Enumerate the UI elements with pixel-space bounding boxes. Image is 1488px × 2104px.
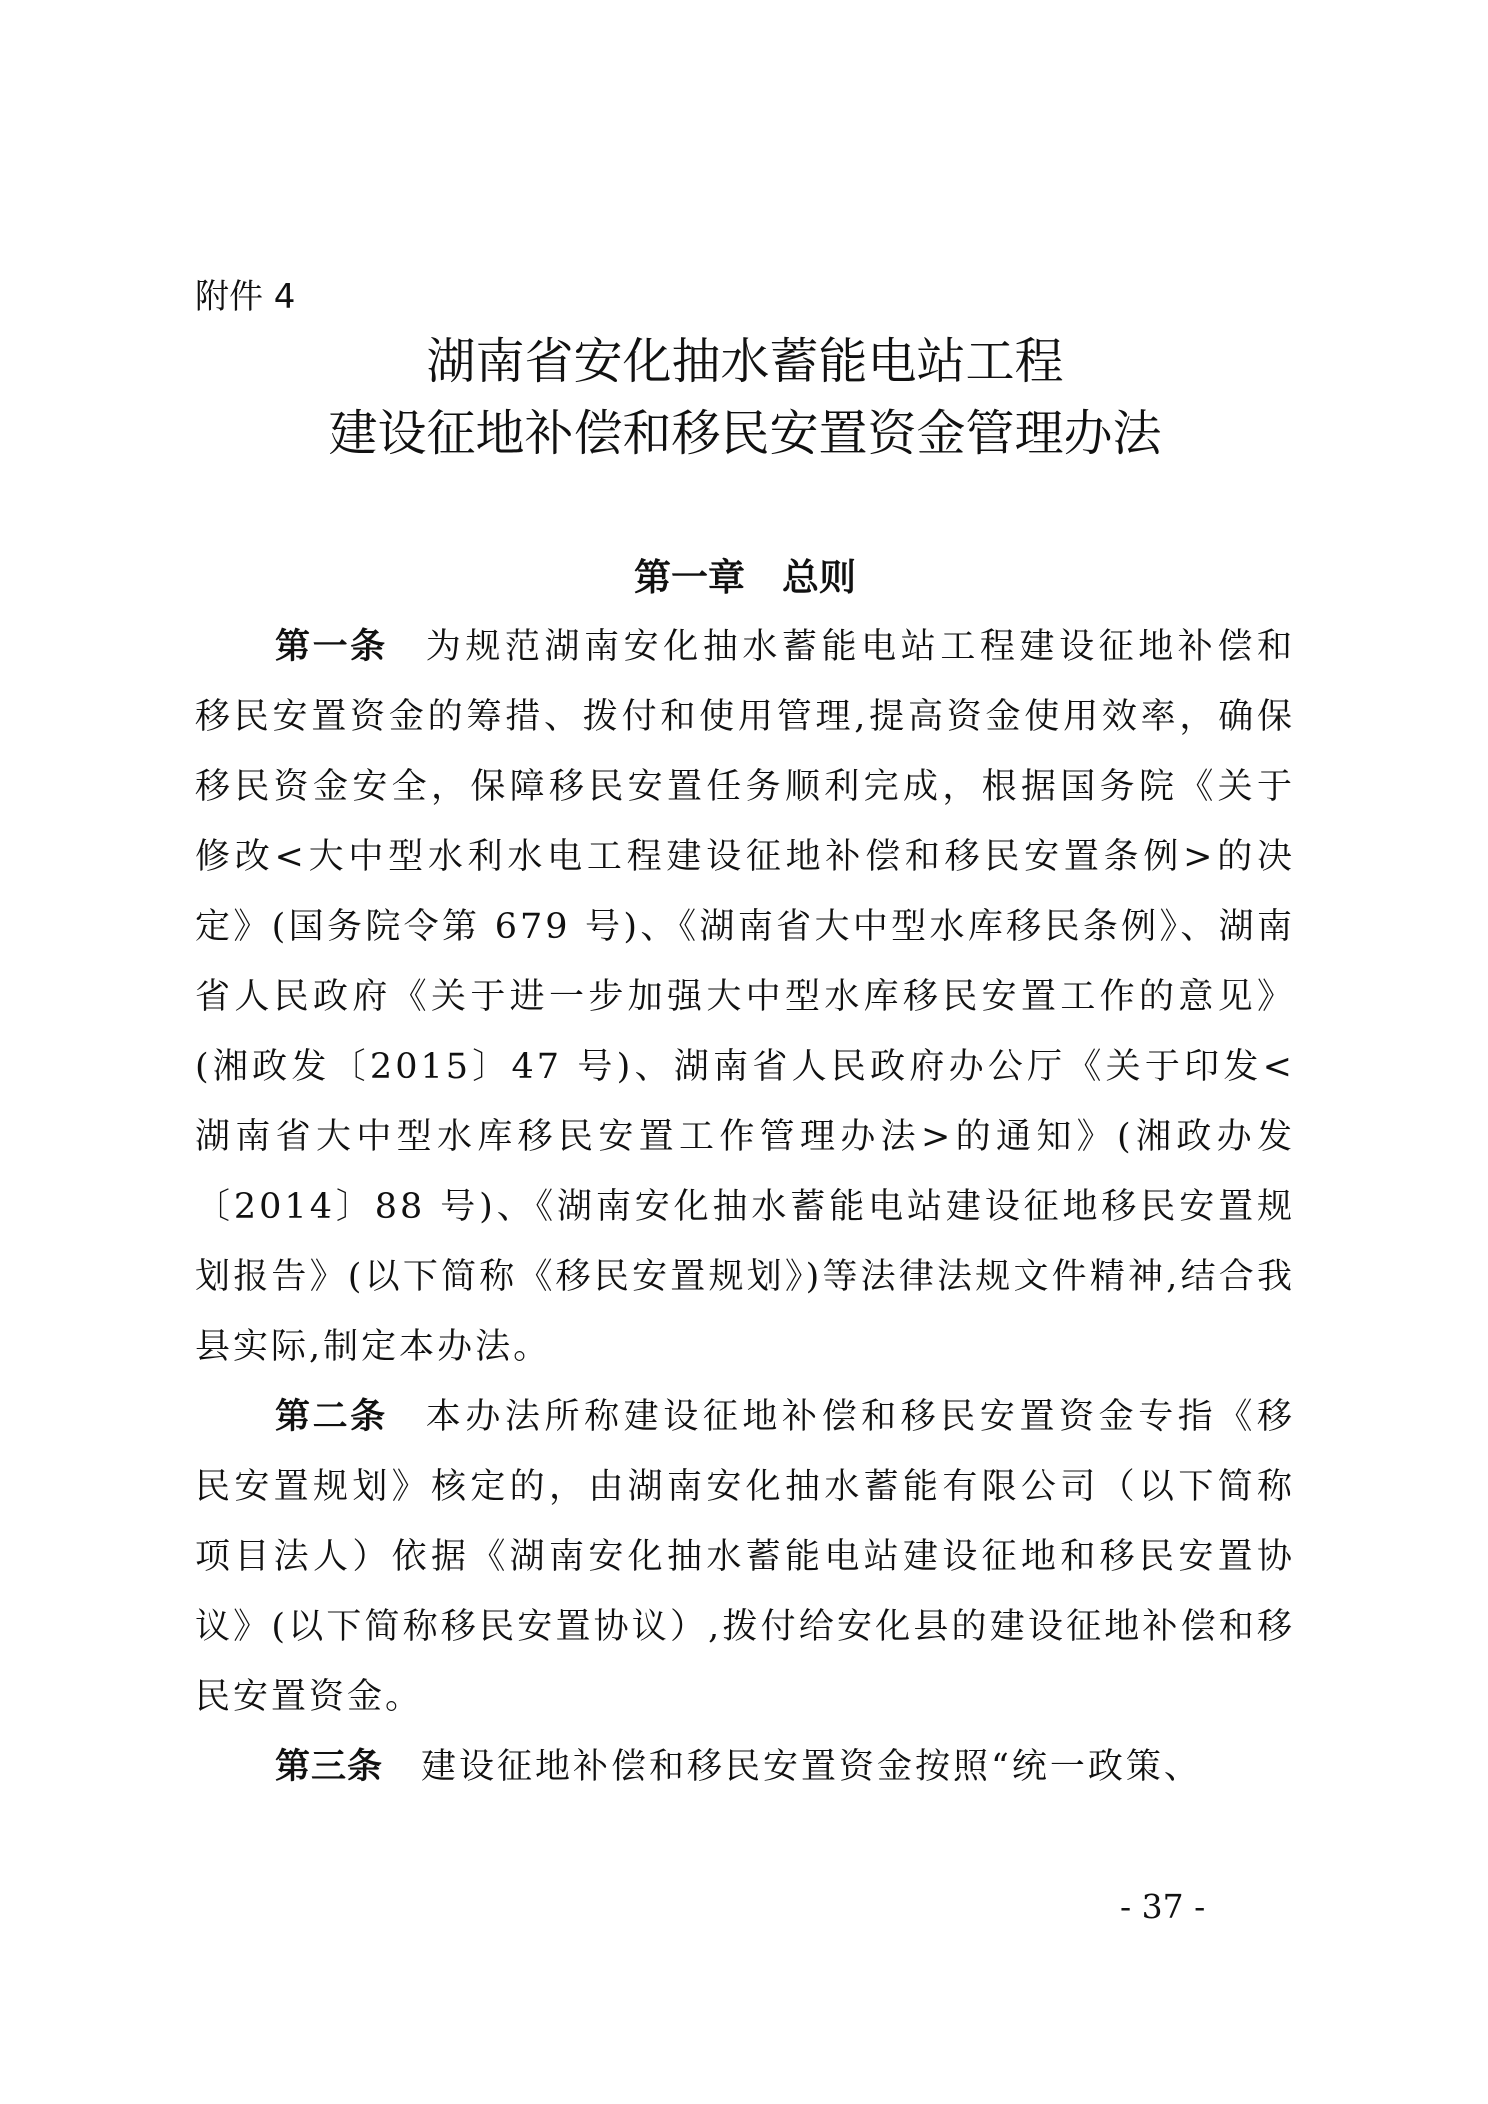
article-3-label: 第三条 xyxy=(275,1747,384,1787)
attachment-label: 附件 4 xyxy=(195,277,296,317)
article-2 xyxy=(195,1382,1295,1732)
document-body xyxy=(195,612,1295,1802)
document-title-line-1: 湖南省安化抽水蓄能电站工程 xyxy=(426,333,1064,390)
article-1-label: 第一条 xyxy=(275,627,388,667)
article-2-label: 第二条 xyxy=(275,1397,388,1437)
document-title-line-2: 建设征地补偿和移民安置资金管理办法 xyxy=(328,405,1162,462)
article-1 xyxy=(195,612,1295,1382)
chapter-heading: 第一章 总则 xyxy=(634,556,856,599)
article-3-text: 建设征地补偿和移民安置资金按照“统一政策、 xyxy=(421,1747,1202,1787)
page-number: - 37 - xyxy=(1120,1887,1206,1926)
article-1-text: 为规范湖南安化抽水蓄能电站工程建设征地补偿和移民安置资金的筹措、拨付和使用管理,提高资金使用效率，确保移民资金安全，保障移民安置任务顺利完成，根据国务院《关于修改<大中型水利水电工程建设征地补偿和移民安置条例>的决定》(国务院令第 679 号)、《湖南省大中型水库移民条例》、湖南省人民政府《关于进一步加强大中型水库移民安置工作的意见》(湘政发〔2015〕47 号)、湖南省人民政府办公厅《关于印发<湖南省大中型水库移民安置工作管理办法>的通知》(湘政办发〔2014〕88 号)、《湖南安化抽水蓄能电站建设征地移民安置规划报告》(以下简称《移民安置规划》)等法律法规文件精神,结合我县实际,制定本办法。 xyxy=(195,627,1295,1367)
article-2-text: 本办法所称建设征地补偿和移民安置资金专指《移民安置规划》核定的，由湖南安化抽水蓄能有限公司（以下简称项目法人）依据《湖南安化抽水蓄能电站建设征地和移民安置协议》(以下简称移民安置协议）,拨付给安化县的建设征地补偿和移民安置资金。 xyxy=(195,1397,1295,1717)
article-3 xyxy=(195,1732,1295,1802)
document-title xyxy=(195,326,1295,470)
